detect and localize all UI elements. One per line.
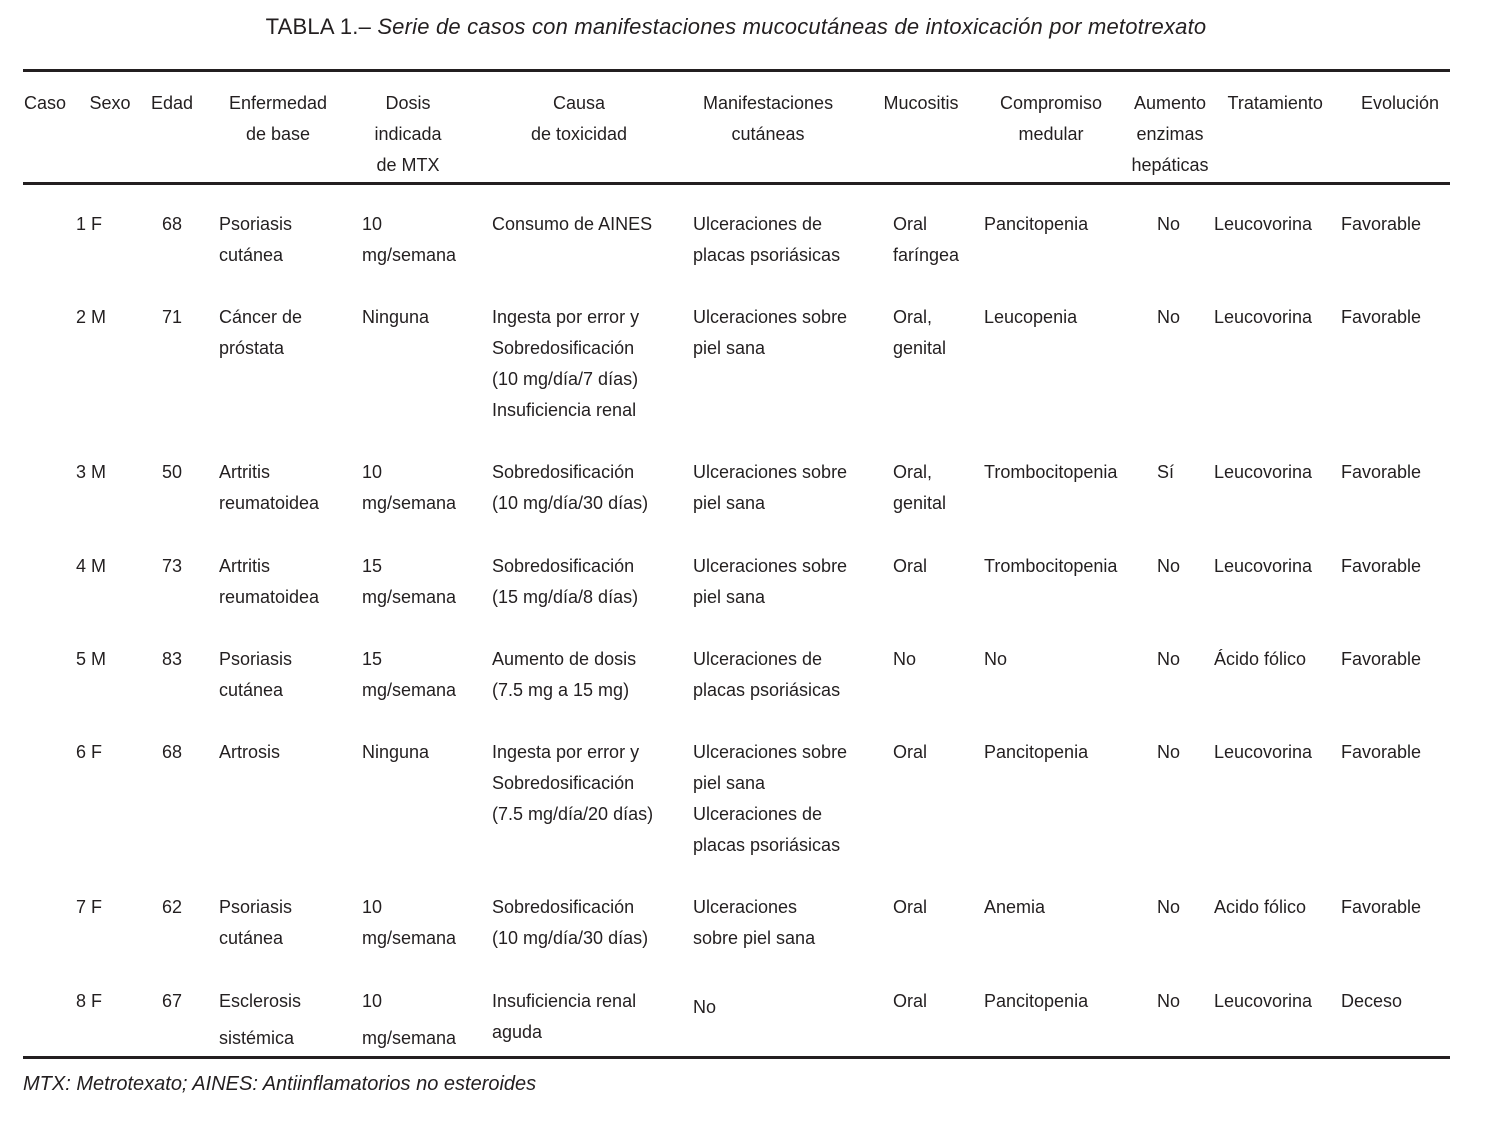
cell-line: Oral: [893, 742, 928, 762]
cell-line: No: [893, 649, 917, 669]
cell-line: Ninguna: [362, 742, 430, 762]
cell-evolucion: Favorable: [1341, 649, 1422, 669]
cell-line: Esclerosis: [219, 991, 302, 1011]
cell-caso-sexo: 1 F: [76, 214, 103, 234]
header-edad: [151, 88, 193, 119]
cell-causa: [492, 551, 638, 613]
cell-edad: 68: [162, 742, 183, 762]
cell-mucositis: [893, 892, 927, 923]
cell-caso-sexo: 5 M: [76, 649, 107, 669]
cell-line: (7.5 mg a 15 mg): [492, 680, 630, 700]
cell-aumento: No: [1157, 897, 1181, 917]
cell-line: aguda: [492, 1022, 543, 1042]
cell-enfermedad: [219, 644, 292, 706]
header-line: Dosis: [385, 93, 431, 113]
cell-dosis: [362, 457, 456, 519]
header-line: Caso: [24, 93, 67, 113]
cell-enfermedad: [219, 551, 319, 613]
cell-line: mg/semana: [362, 245, 457, 265]
cell-line: Sobredosificación: [492, 773, 635, 793]
cell-tratamiento: Ácido fólico: [1214, 649, 1307, 669]
cell-compromiso: Pancitopenia: [984, 214, 1089, 234]
cell-edad: 67: [162, 991, 183, 1011]
cell-line: Ulceraciones sobre: [693, 307, 848, 327]
header-evolucion: [1361, 88, 1439, 119]
cell-line: 10: [362, 897, 383, 917]
cell-line: (7.5 mg/día/20 días): [492, 804, 654, 824]
cell-caso-sexo: 3 M: [76, 462, 107, 482]
cell-caso-sexo: 7 F: [76, 897, 103, 917]
cell-line: mg/semana: [362, 1028, 457, 1048]
cell-line: 15: [362, 649, 383, 669]
cell-line: genital: [893, 493, 947, 513]
cell-causa: [492, 986, 636, 1048]
cell-manifestaciones: [693, 209, 840, 271]
header-compromiso: [1000, 88, 1102, 150]
cell-line: Artrosis: [219, 742, 281, 762]
cell-line: Ingesta por error y: [492, 307, 640, 327]
cell-manifestaciones: [693, 457, 847, 519]
cell-mucositis: [893, 986, 927, 1017]
cell-tratamiento: Leucovorina: [1214, 742, 1313, 762]
cell-mucositis: [893, 209, 959, 271]
header-caso: [24, 88, 66, 119]
header-line: enzimas: [1136, 124, 1204, 144]
header-tratamiento: [1228, 88, 1323, 119]
header-line: Sexo: [89, 93, 131, 113]
table-footnote: MTX: Metrotexato; AINES: Antiinflamatorios no esteroides: [23, 1073, 537, 1095]
cell-mucositis: [893, 644, 916, 675]
cell-line: sistémica: [219, 1028, 295, 1048]
cell-line: Ulceraciones de: [693, 214, 823, 234]
cell-tratamiento: Leucovorina: [1214, 556, 1313, 576]
table-caption: [0, 14, 1472, 40]
cell-line: Ulceraciones de: [693, 649, 823, 669]
cell-tratamiento: Acido fólico: [1214, 897, 1307, 917]
cell-enfermedad: [219, 302, 302, 364]
cell-line: Ulceraciones de: [693, 804, 823, 824]
cell-dosis: [362, 551, 456, 613]
cell-evolucion: Favorable: [1341, 462, 1422, 482]
cell-line: Ingesta por error y: [492, 742, 640, 762]
cell-compromiso: Anemia: [984, 897, 1046, 917]
cell-enfermedad: [219, 737, 280, 768]
table-header-rule: [23, 182, 1450, 185]
table-top-rule: [23, 69, 1450, 72]
cell-causa: [492, 302, 639, 426]
header-line: de toxicidad: [531, 124, 628, 144]
cell-line: Oral,: [893, 307, 933, 327]
cell-line: faríngea: [893, 245, 960, 265]
caption-title: Serie de casos con manifestaciones mucocutáneas de intoxicación por metotrexato: [377, 14, 1207, 39]
cell-enfermedad: [219, 892, 292, 954]
cell-line: piel sana: [693, 338, 766, 358]
cell-line: Artritis: [219, 462, 270, 482]
header-line: Aumento: [1134, 93, 1207, 113]
cell-edad: 83: [162, 649, 183, 669]
cell-line: No: [693, 997, 717, 1017]
cell-manifestaciones: [693, 992, 716, 1023]
cell-enfermedad: [219, 209, 292, 271]
cell-line: Oral: [893, 556, 928, 576]
header-line: Evolución: [1361, 93, 1440, 113]
cell-line: Sobredosificación: [492, 556, 635, 576]
cell-manifestaciones: [693, 737, 847, 861]
header-line: Tratamiento: [1227, 93, 1323, 113]
cell-line: (10 mg/día/30 días): [492, 493, 649, 513]
header-line: Mucositis: [883, 93, 959, 113]
cell-mucositis: [893, 737, 927, 768]
cell-dosis: [362, 892, 456, 954]
header-line: hepáticas: [1131, 155, 1209, 175]
cell-line: cutánea: [219, 245, 284, 265]
cell-causa: [492, 209, 652, 240]
cell-line: 10: [362, 462, 383, 482]
header-line: Causa: [553, 93, 606, 113]
cell-evolucion: Favorable: [1341, 742, 1422, 762]
cell-line: Oral: [893, 991, 928, 1011]
header-sexo: [90, 88, 131, 119]
header-line: de MTX: [376, 155, 440, 175]
cell-line: Ulceraciones: [693, 897, 798, 917]
cell-line: sobre piel sana: [693, 928, 816, 948]
cell-enfermedad: [219, 457, 319, 519]
cell-line: placas psoriásicas: [693, 835, 841, 855]
header-mucositis: [884, 88, 959, 119]
cell-line: Oral: [893, 897, 928, 917]
header-line: Edad: [151, 93, 194, 113]
cell-line: Oral,: [893, 462, 933, 482]
cell-line: 15: [362, 556, 383, 576]
cell-aumento: Sí: [1157, 462, 1175, 482]
cell-line: Ninguna: [362, 307, 430, 327]
cell-tratamiento: Leucovorina: [1214, 214, 1313, 234]
header-line: Enfermedad: [229, 93, 328, 113]
cell-compromiso: Pancitopenia: [984, 991, 1089, 1011]
cell-edad: 73: [162, 556, 183, 576]
cell-aumento: No: [1157, 307, 1181, 327]
header-line: medular: [1018, 124, 1084, 144]
cell-line: Cáncer de: [219, 307, 303, 327]
header-line: Compromiso: [1000, 93, 1103, 113]
cell-edad: 50: [162, 462, 183, 482]
cell-compromiso: Leucopenia: [984, 307, 1078, 327]
cell-aumento: No: [1157, 991, 1181, 1011]
cell-evolucion: Favorable: [1341, 556, 1422, 576]
cell-line: Psoriasis: [219, 649, 293, 669]
cell-line: mg/semana: [362, 928, 457, 948]
cell-manifestaciones: [693, 551, 847, 613]
cell-line: Ulceraciones sobre: [693, 556, 848, 576]
cell-line: cutánea: [219, 928, 284, 948]
cell-line: cutánea: [219, 680, 284, 700]
cell-line: Ulceraciones sobre: [693, 462, 848, 482]
cell-line: (15 mg/día/8 días): [492, 587, 639, 607]
cell-evolucion: Favorable: [1341, 307, 1422, 327]
cell-line: Ulceraciones sobre: [693, 742, 848, 762]
cell-line: placas psoriásicas: [693, 680, 841, 700]
cell-caso-sexo: 2 M: [76, 307, 107, 327]
cell-compromiso: Trombocitopenia: [984, 556, 1118, 576]
cell-edad: 62: [162, 897, 183, 917]
cell-line: Aumento de dosis: [492, 649, 637, 669]
cell-compromiso: Pancitopenia: [984, 742, 1089, 762]
cell-line: Sobredosificación: [492, 338, 635, 358]
header-dosis: [375, 88, 442, 181]
cell-line: Insuficiencia renal: [492, 991, 637, 1011]
cell-line: mg/semana: [362, 493, 457, 513]
cell-tratamiento: Leucovorina: [1214, 991, 1313, 1011]
cell-caso-sexo: 4 M: [76, 556, 107, 576]
cell-aumento: No: [1157, 214, 1181, 234]
header-line: indicada: [374, 124, 442, 144]
cell-aumento: No: [1157, 742, 1181, 762]
caption-prefix: TABLA 1.–: [265, 14, 378, 39]
cell-line: mg/semana: [362, 680, 457, 700]
cell-mucositis: [893, 551, 927, 582]
table-bottom-rule: [23, 1056, 1450, 1059]
cell-dosis: [362, 209, 456, 271]
cell-tratamiento: Leucovorina: [1214, 462, 1313, 482]
cell-line: Sobredosificación: [492, 462, 635, 482]
header-manifestaciones: [703, 88, 833, 150]
cell-line: Oral: [893, 214, 928, 234]
cell-edad: 68: [162, 214, 183, 234]
cell-tratamiento: Leucovorina: [1214, 307, 1313, 327]
cell-manifestaciones: [693, 644, 840, 706]
cell-manifestaciones: [693, 302, 847, 364]
cell-mucositis: [893, 457, 946, 519]
cell-mucositis: [893, 302, 946, 364]
cell-causa: [492, 737, 653, 830]
cell-line: 10: [362, 214, 383, 234]
cell-line: piel sana: [693, 587, 766, 607]
cell-enfermedad: [219, 986, 301, 1054]
cell-line: reumatoidea: [219, 587, 320, 607]
cell-compromiso: Trombocitopenia: [984, 462, 1118, 482]
cell-dosis: [362, 644, 456, 706]
cell-line: piel sana: [693, 773, 766, 793]
cell-evolucion: Deceso: [1341, 991, 1403, 1011]
header-line: Manifestaciones: [703, 93, 834, 113]
cell-line: mg/semana: [362, 587, 457, 607]
header-line: cutáneas: [731, 124, 805, 144]
cell-dosis: [362, 986, 456, 1054]
cell-line: Insuficiencia renal: [492, 400, 637, 420]
cell-caso-sexo: 8 F: [76, 991, 103, 1011]
cell-line: próstata: [219, 338, 285, 358]
cell-edad: 71: [162, 307, 183, 327]
cell-dosis: [362, 737, 429, 768]
header-enfermedad: [229, 88, 327, 150]
cell-evolucion: Favorable: [1341, 897, 1422, 917]
cell-line: (10 mg/día/30 días): [492, 928, 649, 948]
cell-line: Artritis: [219, 556, 270, 576]
cell-line: 10: [362, 991, 383, 1011]
cell-dosis: [362, 302, 429, 333]
cell-evolucion: Favorable: [1341, 214, 1422, 234]
cell-line: piel sana: [693, 493, 766, 513]
cell-aumento: No: [1157, 649, 1181, 669]
cell-manifestaciones: [693, 892, 815, 954]
cell-line: Sobredosificación: [492, 897, 635, 917]
cell-compromiso: No: [984, 649, 1008, 669]
cell-aumento: No: [1157, 556, 1181, 576]
cell-causa: [492, 892, 648, 954]
header-line: de base: [246, 124, 311, 144]
cell-line: placas psoriásicas: [693, 245, 841, 265]
cell-line: Consumo de AINES: [492, 214, 653, 234]
cell-line: genital: [893, 338, 947, 358]
cell-line: (10 mg/día/7 días): [492, 369, 639, 389]
cell-causa: [492, 644, 636, 706]
header-causa: [531, 88, 627, 150]
cell-caso-sexo: 6 F: [76, 742, 103, 762]
cell-line: Psoriasis: [219, 214, 293, 234]
cell-line: Psoriasis: [219, 897, 293, 917]
header-aumento: [1132, 88, 1209, 181]
cell-line: reumatoidea: [219, 493, 320, 513]
cell-causa: [492, 457, 648, 519]
